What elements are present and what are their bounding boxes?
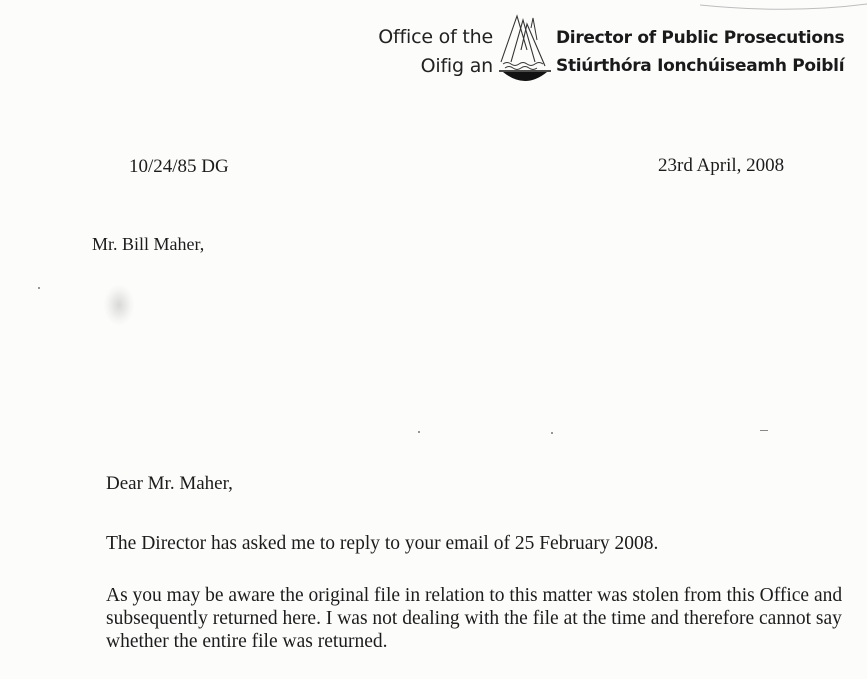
scan-speck [418,431,420,433]
letterhead-title-english: Director of Public Prosecutions [556,28,845,48]
letter-date: 23rd April, 2008 [658,155,785,176]
body-paragraph-1: The Director has asked me to reply to your email of 25 February 2008. [106,533,659,554]
scan-edge-curve [700,0,867,14]
letterhead-office-irish: Oifig an [420,55,493,77]
scales-emblem-icon [497,10,553,88]
scan-speck [38,287,40,289]
salutation: Dear Mr. Maher, [106,473,233,494]
redaction-smudge [104,285,134,325]
scan-speck [551,432,553,434]
letterhead-office-english: Office of the [378,26,493,48]
scan-mark [760,430,768,431]
reference-number: 10/24/85 DG [129,156,229,177]
letterhead-title-irish: Stiúrthóra Ionchúiseamh Poiblí [556,56,845,76]
body-paragraph-2: As you may be aware the original file in relation to this matter was stolen from this Office and subsequently returned here. I was not dealing with the file at the time and therefore cannot say whether the entire file was returned. [106,585,843,652]
addressee: Mr. Bill Maher, [92,234,205,254]
